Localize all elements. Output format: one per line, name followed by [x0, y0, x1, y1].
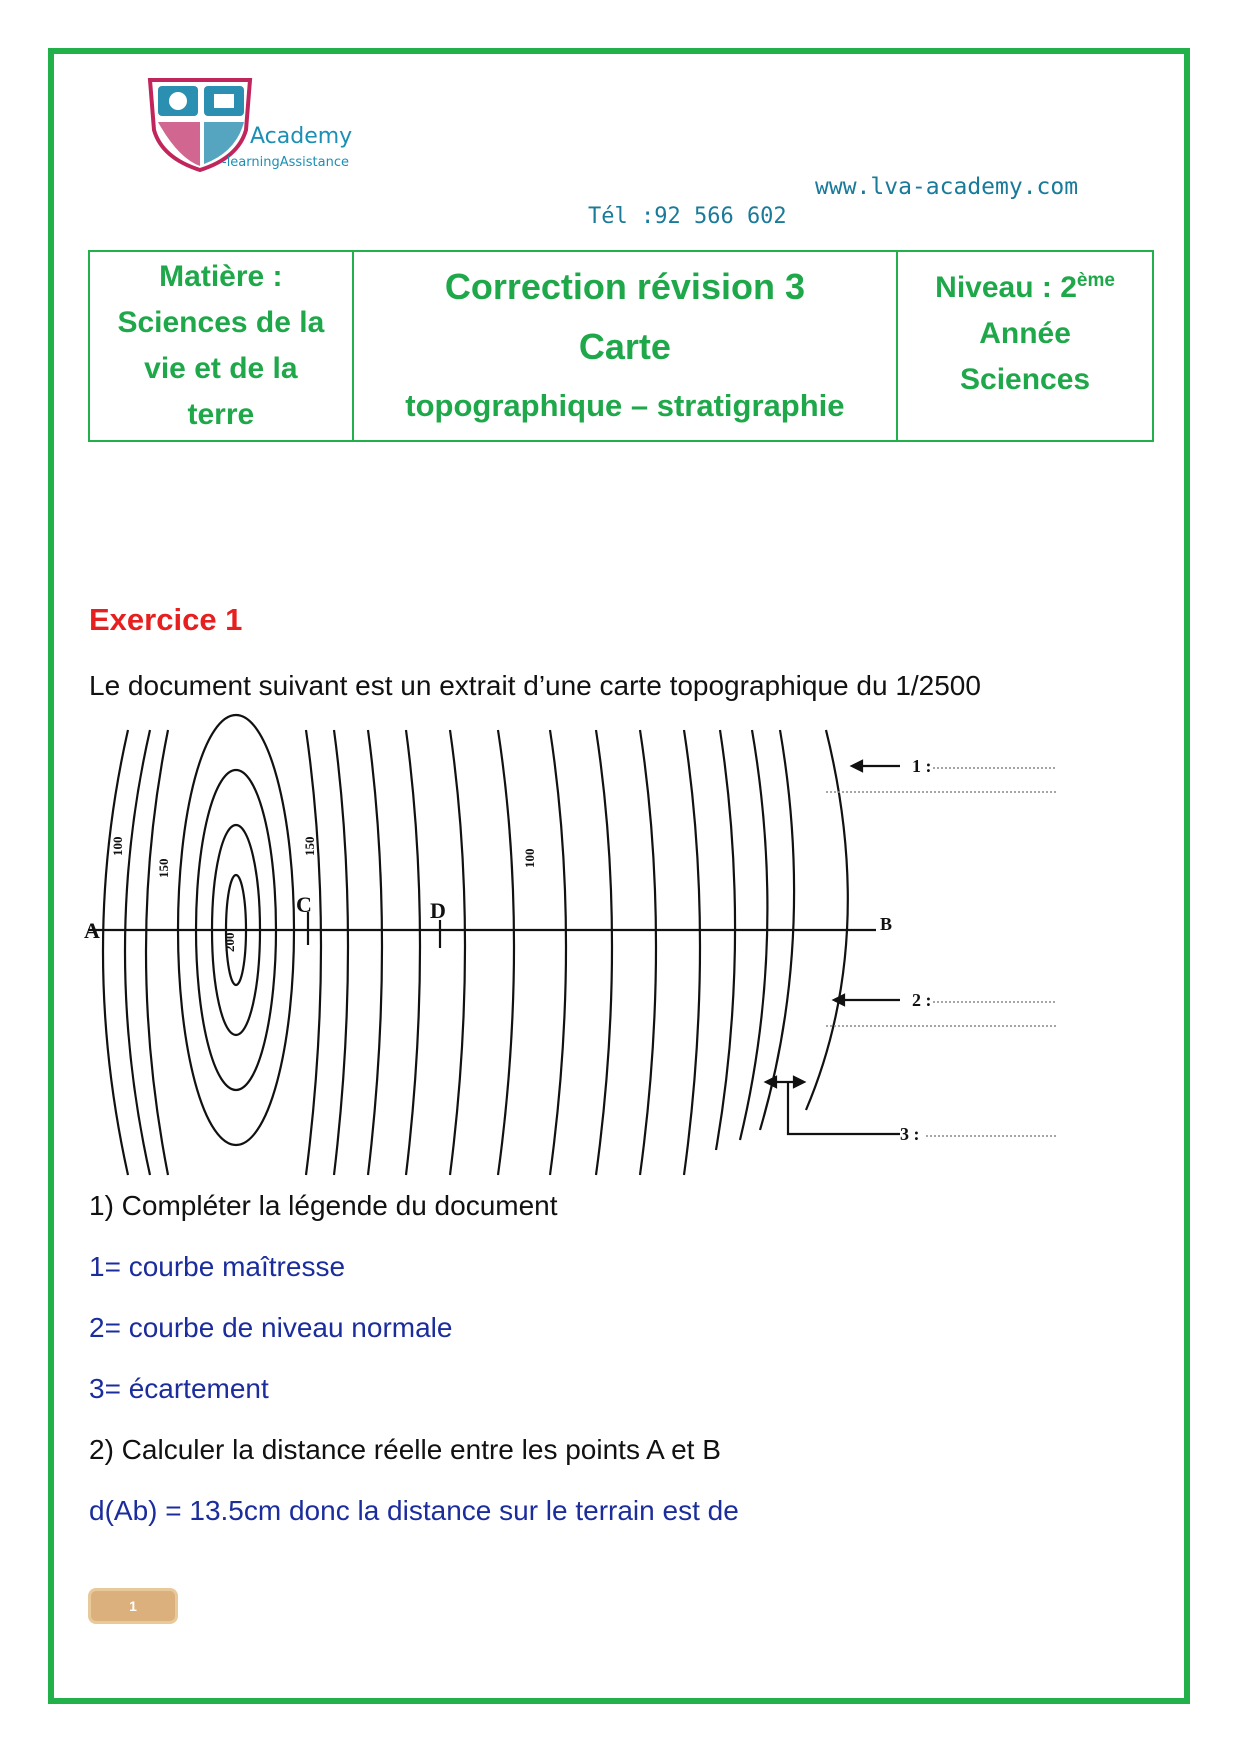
header-table	[88, 250, 1154, 442]
subject-line: Sciences de la	[117, 306, 325, 339]
page-number-badge: 1	[88, 1588, 178, 1624]
level-line1	[899, 258, 1151, 311]
logo-subtitle: -learningAssistance	[222, 155, 349, 170]
elevation-label: 200	[222, 932, 237, 952]
title-cell	[353, 251, 897, 441]
exercise-intro: Le document suivant est un extrait d’une carte topographique du 1/2500	[89, 670, 981, 701]
answer-3: 3= écartement	[89, 1373, 269, 1404]
doc-title-line3: topographique – stratigraphie	[405, 388, 845, 423]
map-label-b: B	[880, 914, 893, 934]
logo-academy-text: Academy	[250, 124, 353, 149]
answer-4: d(Ab) = 13.5cm donc la distance sur le terrain est de	[89, 1495, 739, 1526]
elevation-label: 150	[156, 858, 171, 878]
subject-label: Matière :	[159, 260, 283, 293]
map-label-d: D	[430, 898, 446, 923]
doc-title-line2: Carte	[578, 326, 671, 367]
answer-1: 1= courbe maîtresse	[89, 1251, 346, 1282]
answer-2: 2= courbe de niveau normale	[89, 1312, 453, 1343]
doc-title-line1: Correction révision 3	[444, 266, 805, 307]
subject-cell	[89, 251, 353, 441]
map-label-2: 2 :	[912, 990, 932, 1010]
question-1: 1) Compléter la légende du document	[89, 1190, 558, 1221]
subject-line: vie et de la	[144, 352, 298, 385]
level-cell	[897, 251, 1153, 441]
level-line3: Sciences	[960, 363, 1091, 396]
subject-line: terre	[187, 398, 255, 431]
level-sup: ème	[1076, 270, 1115, 291]
elevation-label: 100	[522, 848, 537, 868]
map-label-3: 3 :	[900, 1124, 920, 1144]
map-label-1: 1 :	[912, 756, 932, 776]
level-prefix: Niveau : 2	[935, 271, 1077, 304]
phone-number: Tél :92 566 602	[588, 204, 787, 229]
exercise-title: Exercice 1	[89, 602, 243, 637]
elevation-label: 150	[302, 836, 317, 856]
map-label-a: A	[84, 918, 100, 943]
question-2: 2) Calculer la distance réelle entre les points A et B	[89, 1434, 721, 1465]
map-label-c: C	[296, 892, 312, 917]
level-line2: Année	[979, 317, 1071, 350]
topographic-map	[84, 730, 968, 1175]
elevation-label: 100	[110, 836, 125, 856]
website-link[interactable]: www.lva-academy.com	[815, 174, 1079, 200]
